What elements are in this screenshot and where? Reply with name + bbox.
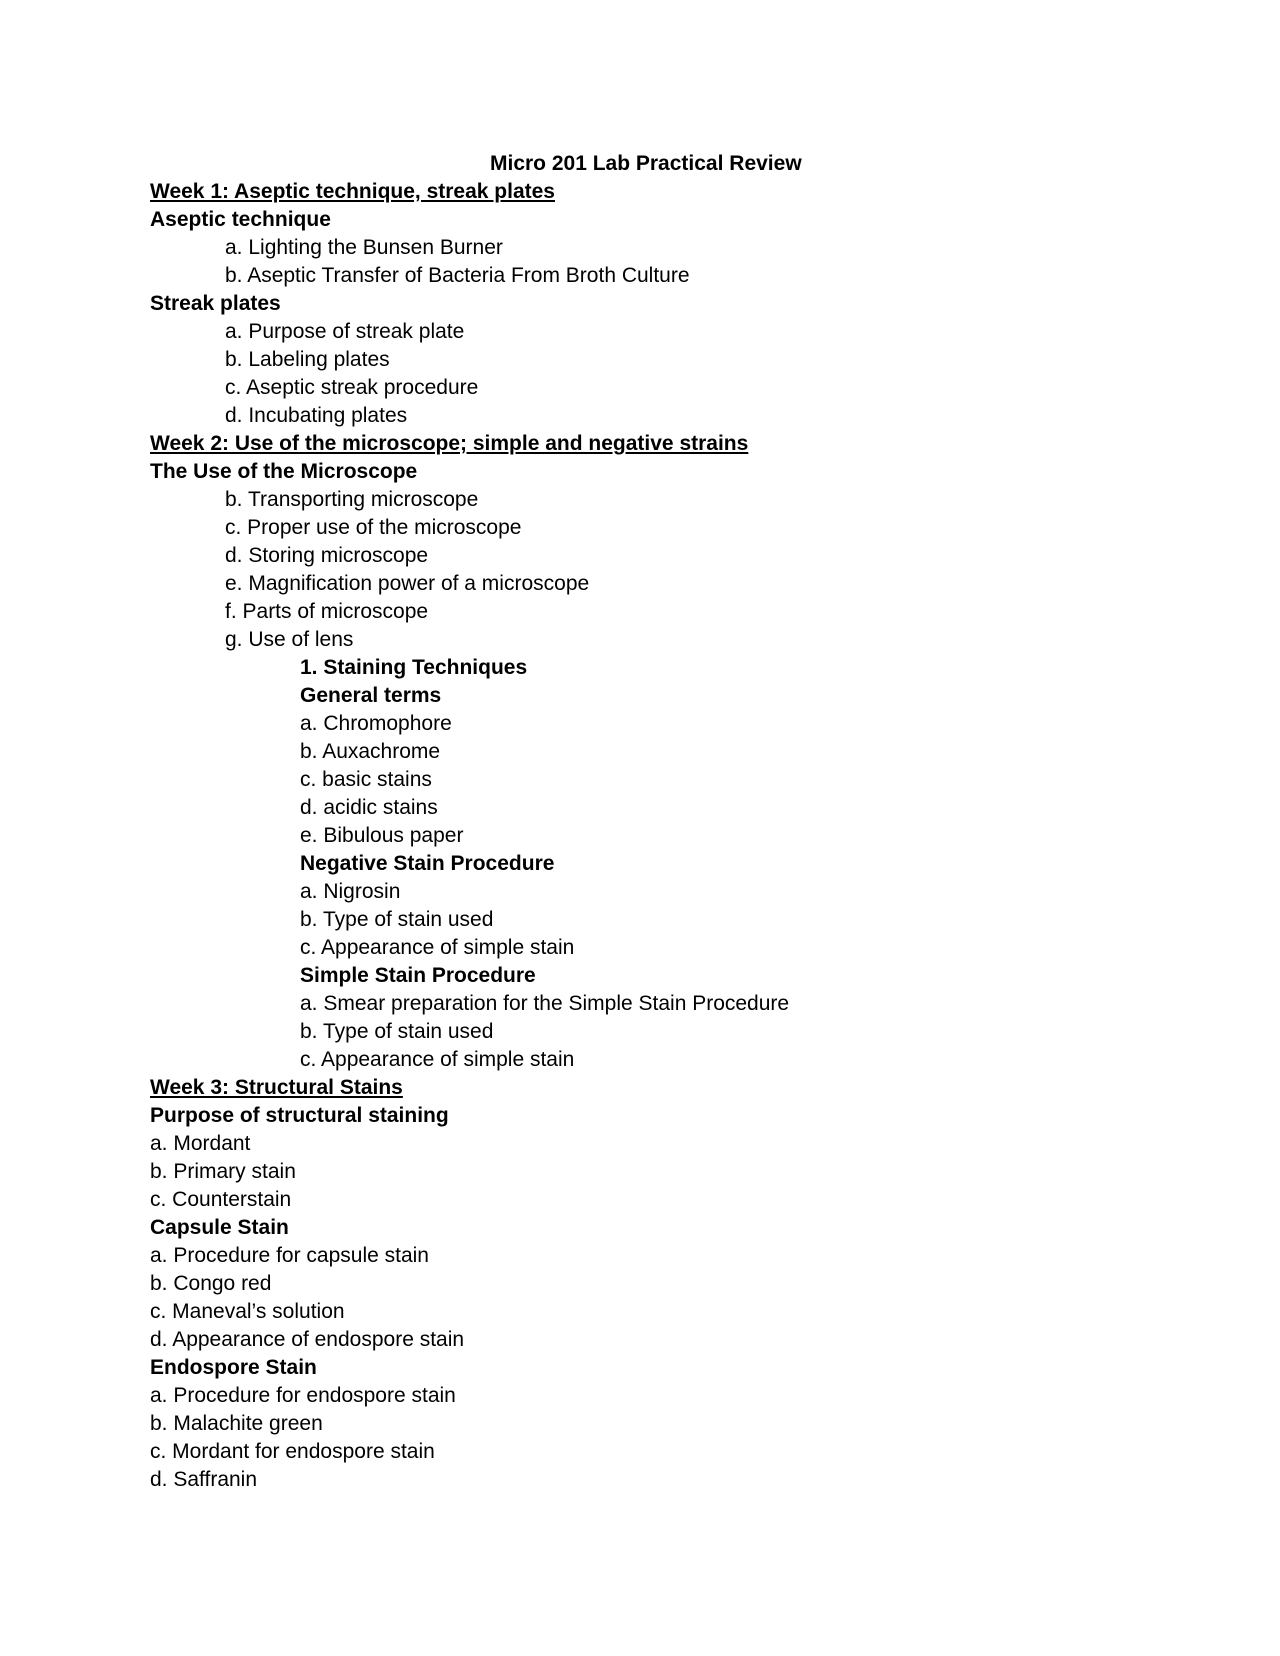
section-heading: Capsule Stain	[150, 1216, 289, 1239]
outline-item: e. Magnification power of a microscope	[225, 572, 590, 595]
outline-item: g. Use of lens	[225, 628, 354, 651]
outline-item: c. Aseptic streak procedure	[225, 376, 479, 399]
page-title: Micro 201 Lab Practical Review	[490, 152, 802, 175]
outline-item: c. Appearance of simple stain	[300, 936, 575, 959]
section-heading: Aseptic technique	[150, 208, 331, 231]
outline-item: c. Mordant for endospore stain	[150, 1440, 435, 1463]
outline-item: e. Bibulous paper	[300, 824, 464, 847]
section-heading: The Use of the Microscope	[150, 460, 418, 483]
outline-item: b. Type of stain used	[300, 908, 494, 931]
outline-item: b. Transporting microscope	[225, 488, 479, 511]
outline-list	[150, 178, 1130, 1494]
outline-item: a. Nigrosin	[300, 880, 401, 903]
section-heading: Simple Stain Procedure	[300, 964, 536, 987]
section-heading: Endospore Stain	[150, 1356, 317, 1379]
outline-item: c. Proper use of the microscope	[225, 516, 522, 539]
outline-item: c. Maneval’s solution	[150, 1300, 345, 1323]
week-heading: Week 1: Aseptic technique, streak plates	[150, 180, 555, 203]
outline-item: a. Mordant	[150, 1132, 251, 1155]
document-body	[150, 150, 1130, 1494]
week-heading: Week 3: Structural Stains	[150, 1076, 403, 1099]
outline-item: b. Aseptic Transfer of Bacteria From Broth Culture	[225, 264, 690, 287]
outline-item: a. Procedure for capsule stain	[150, 1244, 429, 1267]
section-heading: 1. Staining Techniques	[300, 656, 528, 679]
outline-item: f. Parts of microscope	[225, 600, 429, 623]
outline-item: b. Auxachrome	[300, 740, 441, 763]
section-heading: Negative Stain Procedure	[300, 852, 555, 875]
outline-item: d. Storing microscope	[225, 544, 429, 567]
outline-item: a. Smear preparation for the Simple Stain Procedure	[300, 992, 790, 1015]
outline-item: c. Appearance of simple stain	[300, 1048, 575, 1071]
section-heading: Purpose of structural staining	[150, 1104, 449, 1127]
outline-item: b. Type of stain used	[300, 1020, 494, 1043]
outline-item: c. Counterstain	[150, 1188, 292, 1211]
outline-item: b. Malachite green	[150, 1412, 323, 1435]
section-heading: General terms	[300, 684, 442, 707]
outline-item: b. Labeling plates	[225, 348, 390, 371]
outline-item: d. Appearance of endospore stain	[150, 1328, 465, 1351]
outline-item: b. Congo red	[150, 1272, 272, 1295]
outline-item: b. Primary stain	[150, 1160, 296, 1183]
outline-item: c. basic stains	[300, 768, 432, 791]
outline-item: a. Lighting the Bunsen Burner	[225, 236, 503, 259]
outline-item: d. Saffranin	[150, 1468, 258, 1491]
week-heading: Week 2: Use of the microscope; simple and negative strains	[150, 432, 749, 455]
outline-item: a. Purpose of streak plate	[225, 320, 465, 343]
outline-item: d. acidic stains	[300, 796, 438, 819]
outline-item: d. Incubating plates	[225, 404, 408, 427]
section-heading: Streak plates	[150, 292, 281, 315]
outline-item: a. Chromophore	[300, 712, 452, 735]
outline-item: a. Procedure for endospore stain	[150, 1384, 456, 1407]
